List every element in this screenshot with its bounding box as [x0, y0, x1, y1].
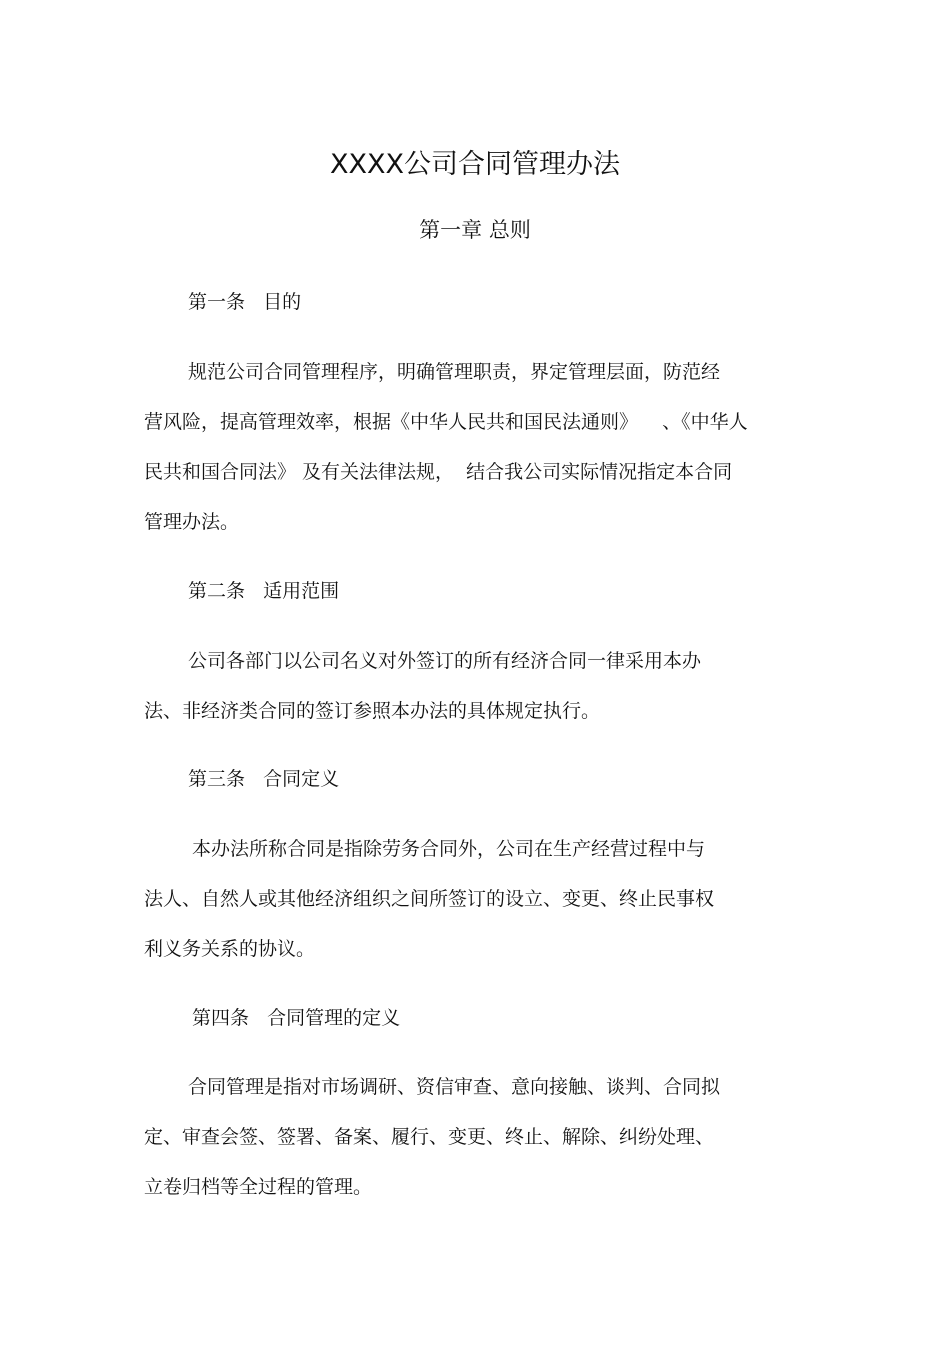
article-1-line-4: 管理办法。	[144, 511, 240, 533]
article-1-heading: 第一条 目的	[188, 291, 302, 313]
article-4-line-2: 定、审查会签、签署、备案、履行、变更、终止、解除、纠纷处理、	[144, 1126, 715, 1148]
article-1-line-1: 规范公司合同管理程序，明确管理职责，界定管理层面，防范经	[188, 361, 721, 383]
article-1-line-3: 民共和国合同法》 及有关法律法规， 结合我公司实际情况指定本合同	[144, 461, 733, 483]
chapter-heading: 第一章 总则	[419, 218, 531, 242]
article-3-line-1: 本办法所称合同是指除劳务合同外，公司在生产经营过程中与	[192, 838, 706, 860]
article-2-line-1: 公司各部门以公司名义对外签订的所有经济合同一律采用本办	[188, 650, 702, 672]
article-4-line-1: 合同管理是指对市场调研、资信审查、意向接触、谈判、合同拟	[188, 1076, 721, 1098]
article-3-line-3: 利义务关系的协议。	[144, 938, 316, 960]
article-3-line-2: 法人、自然人或其他经济组织之间所签订的设立、变更、终止民事权	[144, 888, 715, 910]
article-2-line-2: 法、非经济类合同的签订参照本办法的具体规定执行。	[144, 700, 601, 722]
article-3-heading: 第三条 合同定义	[188, 768, 340, 790]
article-1-line-2: 营风险，提高管理效率，根据《中华人民共和国民法通则》 、《中华人	[144, 411, 748, 433]
article-2-heading: 第二条 适用范围	[188, 580, 340, 602]
article-4-line-3: 立卷归档等全过程的管理。	[144, 1176, 373, 1198]
document-title: XXXX公司合同管理办法	[330, 149, 620, 180]
article-4-heading: 第四条 合同管理的定义	[192, 1007, 401, 1029]
